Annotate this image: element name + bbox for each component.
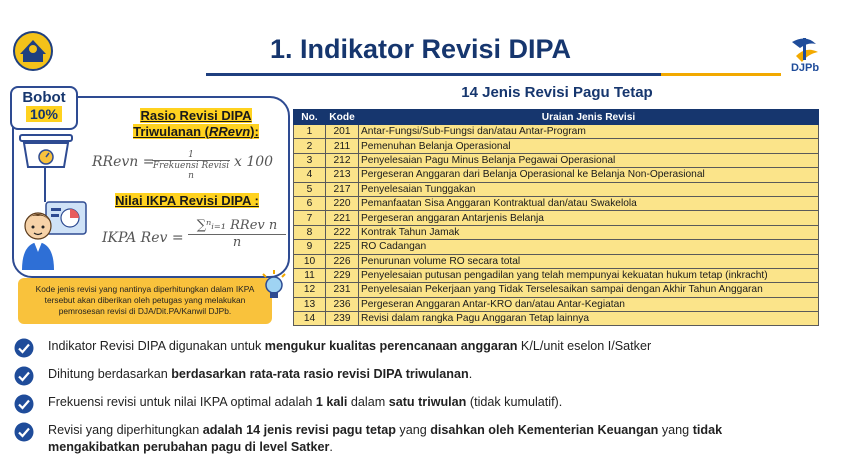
row-no: 8 [294,225,326,239]
key-point-3: Frekuensi revisi untuk nilai IKPA optimal adalah 1 kali dalam satu triwulan (tidak kumulatif). [14,394,562,411]
table-row [294,312,819,326]
row-kode: 222 [326,225,359,239]
row-uraian: Revisi dalam rangka Pagu Anggaran Tetap lainnya [359,312,819,326]
row-uraian: Penurunan volume RO secara total [359,254,819,268]
row-no: 12 [294,283,326,297]
row-no: 5 [294,182,326,196]
rasio-heading-line1: Rasio Revisi DIPA [140,108,252,123]
rasio-formula-fraction [152,150,230,181]
row-uraian: Pemenuhan Belanja Operasional [359,139,819,153]
table-row [294,268,819,282]
row-kode: 229 [326,268,359,282]
row-kode: 201 [326,125,359,139]
check-circle-icon [14,366,34,386]
row-uraian: Pergeseran Anggaran Antar-KRO dan/atau Antar-Kegiatan [359,297,819,311]
row-no: 10 [294,254,326,268]
revision-code-note: Kode jenis revisi yang nantinya diperhitungkan dalam IKPA tersebut akan diberikan oleh petugas yang melakukan pemrosesan revisi di DJA/Dit.PA/Kanwil DJPb. [18,278,272,324]
row-no: 3 [294,153,326,167]
table-row [294,182,819,196]
row-kode: 231 [326,283,359,297]
table-row [294,139,819,153]
table-row [294,196,819,210]
ikpa-formula-fraction [188,218,286,250]
bobot-value: 10% [26,106,62,122]
rasio-formula-denominator: Frekuensi Revisi n [152,161,230,181]
rasio-heading-line2: Triwulanan (RRevn): [133,124,259,139]
row-kode: 212 [326,153,359,167]
row-kode: 213 [326,168,359,182]
row-no: 13 [294,297,326,311]
row-no: 4 [294,168,326,182]
row-kode: 221 [326,211,359,225]
table-row [294,211,819,225]
row-uraian: Antar-Fungsi/Sub-Fungsi dan/atau Antar-Program [359,125,819,139]
rasio-formula [92,150,288,180]
column-header-no: No. [294,110,326,125]
lightbulb-icon [260,270,288,304]
rasio-formula-lhs: RRevn = [92,154,155,170]
check-circle-icon [14,394,34,414]
title-underline-accent [661,73,781,76]
key-point-1: Indikator Revisi DIPA digunakan untuk mengukur kualitas perencanaan anggaran K/L/unit eselon I/Satker [14,338,651,355]
page-title: 1. Indikator Revisi DIPA [269,34,572,64]
ikpa-formula-denominator: n [232,235,242,250]
weighing-scale-icon [18,133,74,169]
table-row [294,283,819,297]
row-no: 14 [294,312,326,326]
djpb-logo-text: DJPb [790,62,820,74]
ikpa-formula-numerator: ∑ⁿᵢ₌₁ RRev n [188,218,286,235]
row-no: 1 [294,125,326,139]
row-uraian: Pemanfaatan Sisa Anggaran Kontraktual dan/atau Swakelola [359,196,819,210]
row-uraian: RO Cadangan [359,240,819,254]
row-kode: 239 [326,312,359,326]
table-header-row [294,110,819,125]
title-underline [206,73,661,76]
row-no: 6 [294,196,326,210]
rasio-formula-multiplier: x 100 [234,154,274,170]
row-kode: 236 [326,297,359,311]
row-uraian: Penyelesaian putusan pengadilan yang telah mempunyai kekuatan hukum tetap (inkracht) [359,268,819,282]
table-row [294,254,819,268]
row-kode: 217 [326,182,359,196]
presenter-illustration-icon [18,200,88,272]
row-uraian: Penyelesaian Pagu Minus Belanja Pegawai Operasional [359,153,819,167]
row-uraian: Penyelesaian Tunggakan [359,182,819,196]
row-uraian: Pergeseran Anggaran dari Belanja Operasional ke Belanja Non-Operasional [359,168,819,182]
revision-table-title: 14 Jenis Revisi Pagu Tetap [461,84,653,101]
table-row [294,125,819,139]
column-header-kode: Kode [326,110,359,125]
check-circle-icon [14,338,34,358]
row-uraian: Kontrak Tahun Jamak [359,225,819,239]
rasio-formula-numerator: 1 [152,150,230,161]
row-no: 7 [294,211,326,225]
ikpa-formula [102,218,290,258]
row-kode: 225 [326,240,359,254]
ikpa-formula-lhs: IKPA Rev = [102,230,184,246]
check-circle-icon [14,422,34,442]
key-point-4: Revisi yang diperhitungkan adalah 14 jenis revisi pagu tetap yang disahkan oleh Kementerian Keuangan yang tidak mengakibatkan perubahan pagu di level Satker. [14,422,814,456]
row-kode: 220 [326,196,359,210]
row-uraian: Pergeseran anggaran Antarjenis Belanja [359,211,819,225]
column-header-uraian: Uraian Jenis Revisi [359,110,819,125]
revision-types-table [293,109,819,326]
table-row [294,153,819,167]
panel-connector [44,168,46,202]
rasio-heading [116,108,276,140]
table-row [294,297,819,311]
row-uraian: Penyelesaian Pekerjaan yang Tidak Terselesaikan sampai dengan Akhir Tahun Anggaran [359,283,819,297]
row-no: 9 [294,240,326,254]
table-row [294,168,819,182]
table-row [294,240,819,254]
row-no: 11 [294,268,326,282]
row-no: 2 [294,139,326,153]
key-point-2: Dihitung berdasarkan berdasarkan rata-rata rasio revisi DIPA triwulanan. [14,366,472,383]
ikpa-heading-text: Nilai IKPA Revisi DIPA : [115,193,259,208]
bobot-box [10,86,78,130]
ikpa-heading [106,193,268,208]
row-kode: 226 [326,254,359,268]
table-row [294,225,819,239]
bobot-label: Bobot [22,89,66,106]
row-kode: 211 [326,139,359,153]
